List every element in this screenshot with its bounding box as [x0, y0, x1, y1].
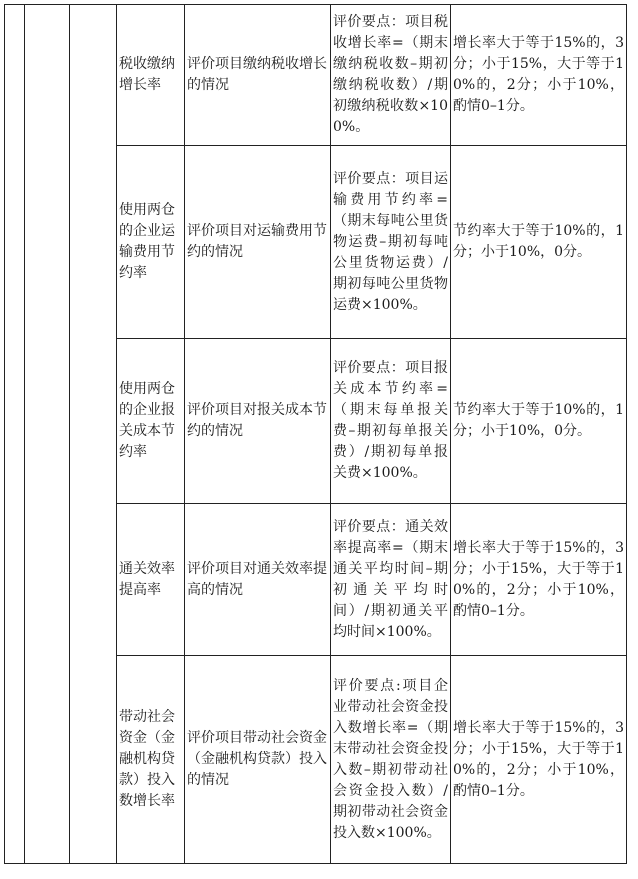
evaluation-table — [4, 4, 627, 864]
indicator-cell: 使用两仓的企业报关成本节约率 — [117, 339, 185, 504]
requirement-cell: 评价项目对运输费用节约的情况 — [185, 146, 331, 339]
indicator-cell: 使用两仓的企业运输费用节约率 — [117, 146, 185, 339]
level3-category-cell — [70, 5, 117, 864]
standard-cell: 评价要点：项目运输费用节约率=（期末每吨公里货物运费–期初每吨公里货物运费）/期初每吨公里货物运费×100%。 — [331, 146, 451, 339]
requirement-cell: 评价项目对通关效率提高的情况 — [185, 504, 331, 656]
document-page — [4, 4, 626, 864]
requirement-cell: 评价项目缴纳税收增长的情况 — [185, 5, 331, 146]
scoring-cell: 增长率大于等于15%的，3分；小于15%，大于等于10%的，2分；小于10%，酌情0–1分。 — [451, 5, 627, 146]
level2-category-cell — [25, 5, 70, 864]
scoring-cell: 增长率大于等于15%的，3分；小于15%，大于等于10%的，2分；小于10%，酌情0–1分。 — [451, 656, 627, 864]
level1-category-cell — [5, 5, 25, 864]
standard-cell: 评价要点：项目税收增长率=（期末缴纳税收数–期初缴纳税收数）/期初缴纳税收数×100%。 — [331, 5, 451, 146]
standard-cell: 评价要点:项目企业带动社会资金投入数增长率=（期末带动社会资金投入数–期初带动社会资金投入数）/期初带动社会资金投入数×100%。 — [331, 656, 451, 864]
requirement-cell: 评价项目对报关成本节约的情况 — [185, 339, 331, 504]
indicator-cell: 税收缴纳增长率 — [117, 5, 185, 146]
indicator-cell: 通关效率提高率 — [117, 504, 185, 656]
table-row — [5, 5, 627, 146]
standard-cell: 评价要点：项目报关成本节约率=（期末每单报关费–期初每单报关费）/期初每单报关费×100%。 — [331, 339, 451, 504]
standard-cell: 评价要点：通关效率提高率=（期末通关平均时间–期初通关平均时间）/期初通关平均时间×100%。 — [331, 504, 451, 656]
scoring-cell: 增长率大于等于15%的，3分；小于15%，大于等于10%的，2分；小于10%，酌情0–1分。 — [451, 504, 627, 656]
indicator-cell: 带动社会资金（金融机构贷款）投入数增长率 — [117, 656, 185, 864]
requirement-cell: 评价项目带动社会资金（金融机构贷款）投入的情况 — [185, 656, 331, 864]
scoring-cell: 节约率大于等于10%的，1分；小于10%，0分。 — [451, 146, 627, 339]
scoring-cell: 节约率大于等于10%的，1分；小于10%，0分。 — [451, 339, 627, 504]
